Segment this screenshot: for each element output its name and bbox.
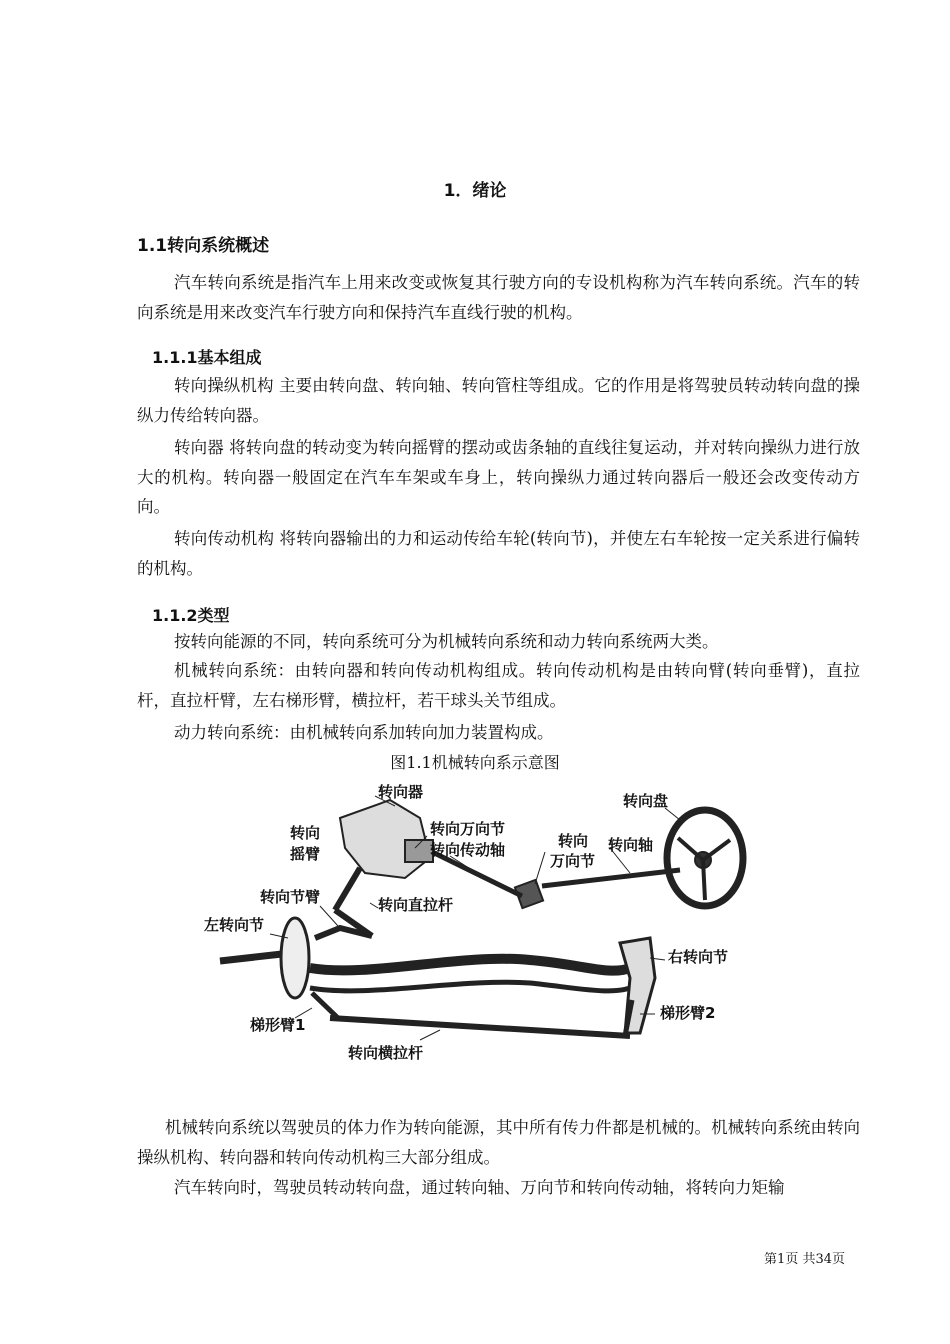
front-axle-shape xyxy=(310,959,630,971)
section-heading: 1.1转向系统概述 xyxy=(137,236,270,256)
paragraph-steering-control: 转向操纵机构 主要由转向盘、转向轴、转向管柱等组成。它的作用是将驾驶员转动转向盘的操纵力传给转向器。 xyxy=(137,376,860,425)
paragraph-steering-gear: 转向器 将转向盘的转动变为转向摇臂的摆动或齿条轴的直线往复运动，并对转向操纵力进行放大的机构。转向器一般固定在汽车车架或车身上，转向操纵力通过转向器后一般还会改变传动方向。 xyxy=(137,438,860,516)
tie-rod-shape xyxy=(330,1018,630,1036)
figure-caption: 图1.1机械转向系示意图 xyxy=(390,753,560,772)
label-steering-wheel: 转向盘 xyxy=(623,792,669,810)
paragraph-types-intro: 按转向能源的不同，转向系统可分为机械转向系统和动力转向系统两大类。 xyxy=(174,632,719,651)
label-ujoint-line2: 万向节 xyxy=(550,852,596,870)
paragraph-steering-process: 汽车转向时，驾驶员转动转向盘，通过转向轴、万向节和转向传动轴，将转向力矩输 xyxy=(174,1178,785,1197)
label-pitman-arm-line1: 转向 xyxy=(290,824,321,842)
label-left-knuckle: 左转向节 xyxy=(204,916,265,934)
label-tie-rod: 转向横拉杆 xyxy=(348,1044,424,1062)
label-steering-shaft: 转向轴 xyxy=(608,836,654,854)
section-intro-paragraph: 汽车转向系统是指汽车上用来改变或恢复其行驶方向的专设机构称为汽车转向系统。汽车的转向系统是用来改变汽车行驶方向和保持汽车直线行驶的机构。 xyxy=(137,273,860,322)
chapter-title: 1．绪论 xyxy=(443,181,507,201)
pitman-arm-shape xyxy=(335,868,360,910)
right-knuckle-shape xyxy=(620,938,655,1033)
label-trapezoid-arm-2: 梯形臂2 xyxy=(660,1004,716,1022)
paragraph-mechanical-energy: 机械转向系统以驾驶员的体力作为转向能源，其中所有传力件都是机械的。机械转向系统由转向操纵机构、转向器和转向传动机构三大部分组成。 xyxy=(137,1118,860,1167)
label-ujoint-shaft-line1: 转向万向节 xyxy=(430,820,506,838)
diagram-svg xyxy=(200,778,760,1078)
page-footer: 第1页 共34页 xyxy=(764,1252,845,1267)
label-knuckle-arm: 转向节臂 xyxy=(260,888,321,906)
paragraph-power-system: 动力转向系统：由机械转向系加转向加力装置构成。 xyxy=(174,723,554,742)
subsection-heading-types: 1.1.2类型 xyxy=(152,606,230,625)
left-knuckle-shape xyxy=(281,918,309,998)
steering-shaft-shape xyxy=(542,870,680,886)
label-trapezoid-arm-1: 梯形臂1 xyxy=(250,1016,306,1034)
trapezoid-arm-1-shape xyxy=(312,993,338,1018)
label-drag-link: 转向直拉杆 xyxy=(378,896,454,914)
label-ujoint-shaft-line2: 转向传动轴 xyxy=(430,841,506,859)
label-right-knuckle: 右转向节 xyxy=(668,948,729,966)
paragraph-steering-linkage: 转向传动机构 将转向器输出的力和运动传给车轮(转向节)，并使左右车轮按一定关系进行偏转的机构。 xyxy=(137,529,860,578)
label-steering-gear: 转向器 xyxy=(378,783,424,801)
subsection-heading-composition: 1.1.1基本组成 xyxy=(152,348,262,367)
paragraph-mechanical-system: 机械转向系统：由转向器和转向传动机构组成。转向传动机构是由转向臂(转向垂臂)，直拉杆，直拉杆臂，左右梯形臂，横拉杆，若干球头关节组成。 xyxy=(137,661,860,710)
label-ujoint-line1: 转向 xyxy=(558,832,589,850)
steering-system-diagram xyxy=(200,778,760,1078)
label-pitman-arm-line2: 摇臂 xyxy=(290,845,321,863)
